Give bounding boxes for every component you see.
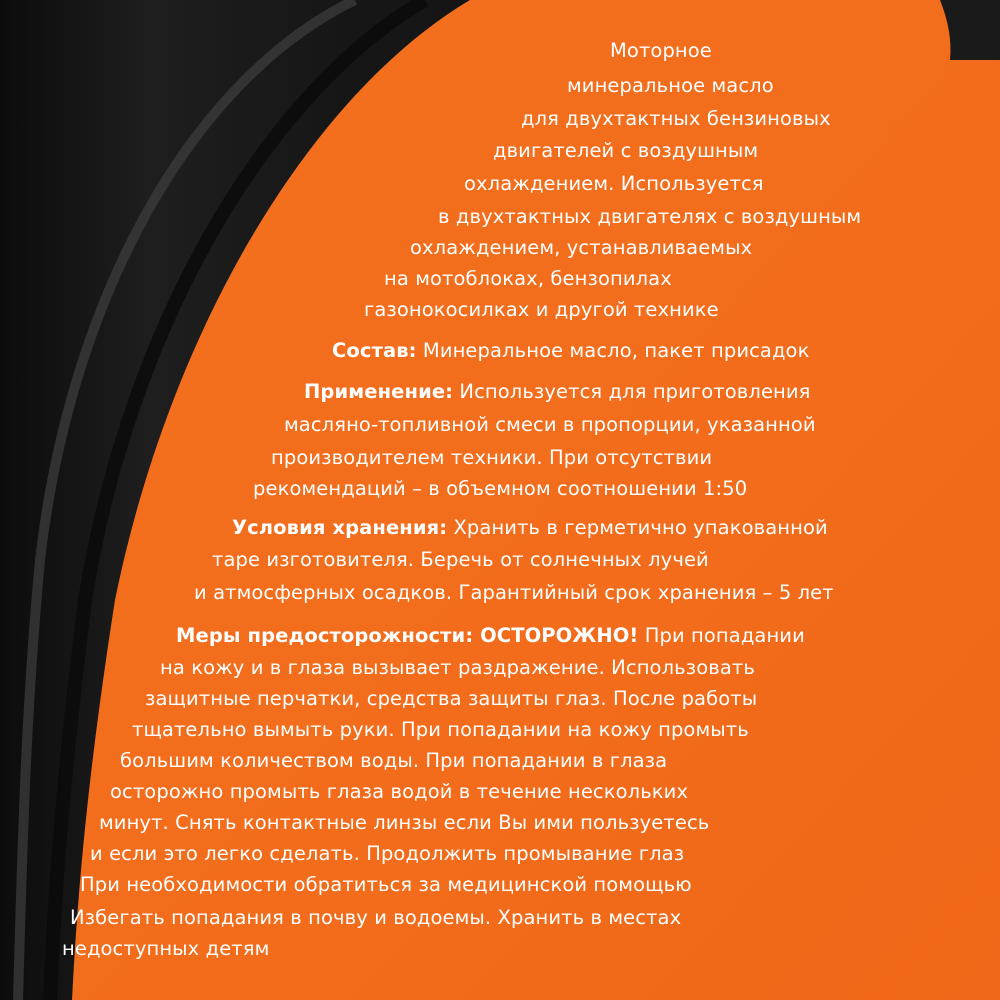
application-line [304,380,811,404]
intro-line: для двухтактных бензиновых [521,107,831,130]
intro-line: охлаждением, устанавливаемых [410,236,753,259]
application-line: масляно-топливной смеси в пропорции, указанной [284,413,816,436]
intro-line: газонокосилках и другой технике [364,298,719,321]
application-line: производителем техники. При отсутствии [271,446,713,469]
precautions-line: недоступных детям [62,937,270,960]
precautions-line: большим количеством воды. При попадании в глаза [120,749,668,772]
intro-line: охлаждением. Используется [464,172,764,195]
storage-line: таре изготовителя. Беречь от солнечных лучей [212,548,709,571]
precautions-line: тщательно вымыть руки. При попадании на кожу промыть [132,718,749,741]
precautions-line: При необходимости обратиться за медицинской помощью [80,873,692,896]
precautions-text: При попадании [644,624,805,647]
storage-text: Хранить в герметично упакованной [453,516,828,539]
storage-line [232,516,828,540]
precautions-line: минут. Снять контактные линзы если Вы ими пользуетесь [99,811,710,834]
precautions-line: Избегать попадания в почву и водоемы. Хранить в местах [70,906,682,929]
precautions-line: и если это легко сделать. Продолжить промывание глаз [90,842,685,865]
storage-line: и атмосферных осадков. Гарантийный срок хранения – 5 лет [194,581,834,604]
intro-line: на мотоблоках, бензопилах [384,267,672,290]
precautions-line: осторожно промыть глаза водой в течение нескольких [110,780,689,803]
precautions-line: на кожу и в глаза вызывает раздражение. Использовать [160,656,755,679]
composition-text: Минеральное масло, пакет присадок [422,339,810,362]
application-heading: Применение: [304,380,454,403]
intro-line: двигателей с воздушным [493,139,759,162]
application-text: Используется для приготовления [459,380,811,403]
composition-heading: Состав: [332,339,417,362]
composition-line [332,339,809,363]
intro-line: в двухтактных двигателях с воздушным [438,205,862,228]
precautions-heading: Меры предосторожности: ОСТОРОЖНО! [176,624,639,647]
application-line: рекомендаций – в объемном соотношении 1:50 [253,477,748,500]
precautions-line: защитные перчатки, средства защиты глаз. После работы [145,687,758,710]
storage-heading: Условия хранения: [232,516,448,539]
intro-line: Моторное [610,39,712,62]
intro-line: минеральное масло [567,74,774,97]
precautions-line [176,624,805,648]
